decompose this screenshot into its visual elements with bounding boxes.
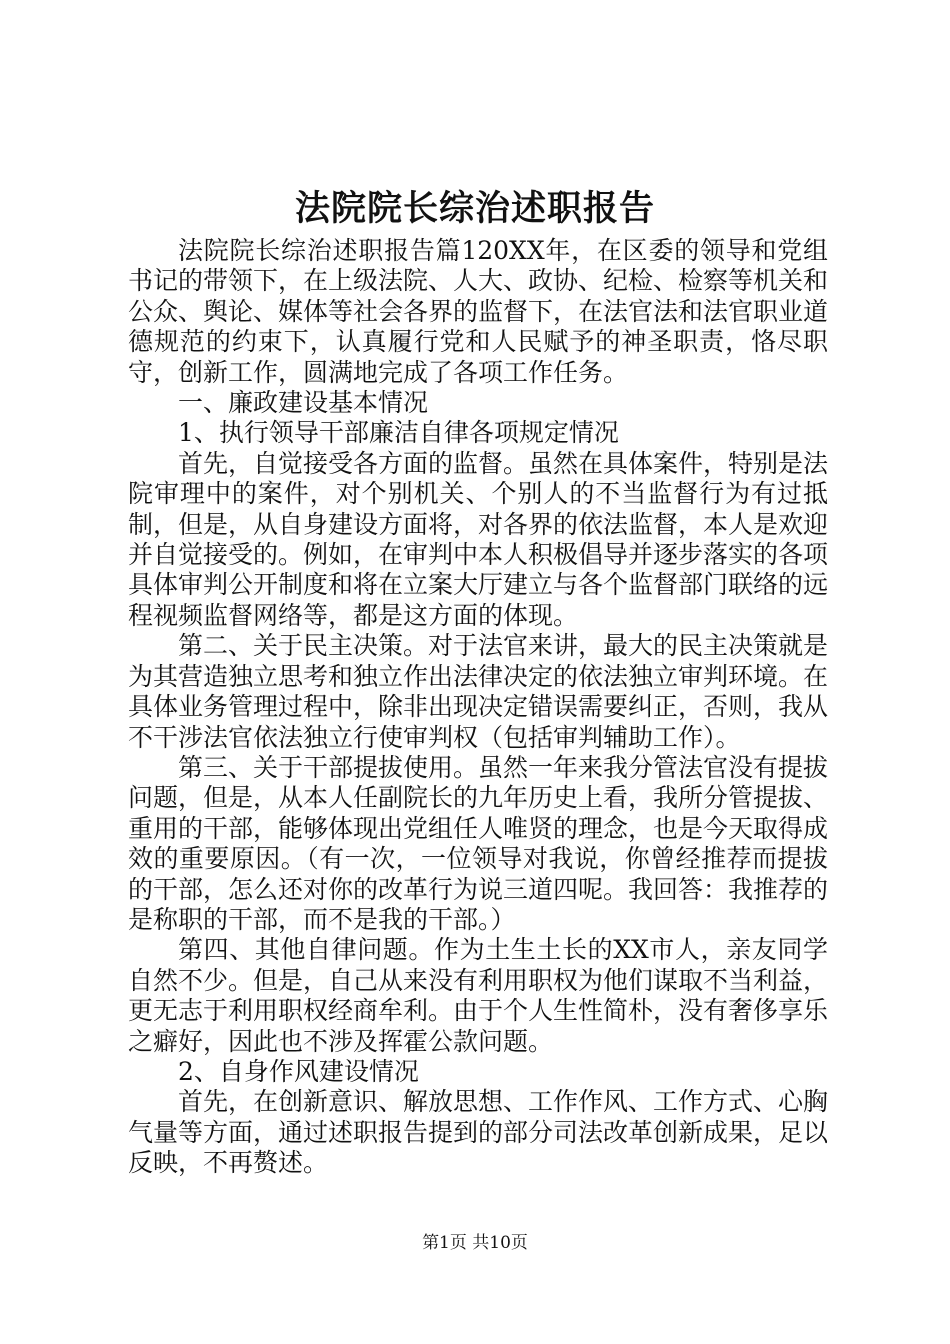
subsection-heading-1: 1、执行领导干部廉洁自律各项规定情况 [178, 418, 619, 448]
paragraph-supervision: 首先，自觉接受各方面的监督。虽然在具体案件，特别是法院审理中的案件，对个别机关、个别人的不当监督行为有过抵制，但是，从自身建设方面将，对各界的依法监督，本人是欢迎并自觉接受的。例如，在审判中本人积极倡导并逐步落实的各项具体审判公开制度和将在立案大厅建立与各个监督部门联络的远程视频监督网络等，都是这方面的体现。 [128, 448, 829, 630]
paragraph-cadre-promotion: 第三、关于干部提拔使用。虽然一年来我分管法官没有提拔问题，但是，从本人任副院长的九年历史上看，我所分管提拔、重用的干部，能够体现出党组任人唯贤的理念，也是今天取得成效的重要原因。（有一次，一位领导对我说，你曾经推荐而提拔的干部，怎么还对你的改革行为说三道四呢。我回答：我推荐的是称职的干部，而不是我的干部。） [128, 752, 829, 934]
page-footer: 第1页 共10页 [422, 1233, 528, 1253]
document-body [128, 236, 828, 1179]
paragraph-intro: 法院院长综治述职报告篇120XX年，在区委的领导和党组书记的带领下，在上级法院、人大、政协、纪检、检察等机关和公众、舆论、媒体等社会各界的监督下，在法官法和法官职业道德规范的约束下，认真履行党和人民赋予的神圣职责，恪尽职守，创新工作，圆满地完成了各项工作任务。 [128, 236, 829, 387]
section-heading-1: 一、廉政建设基本情况 [178, 388, 429, 418]
page-title: 法院院长综治述职报告 [294, 188, 655, 229]
paragraph-self-discipline: 第四、其他自律问题。作为土生土长的XX市人，亲友同学自然不少。但是，自己从来没有利用职权为他们谋取不当利益，更无志于利用职权经商牟利。由于个人生性简朴，没有奢侈享乐之癖好，因此也不涉及挥霍公款问题。 [128, 935, 829, 1056]
subsection-heading-2: 2、自身作风建设情况 [178, 1056, 419, 1086]
paragraph-democratic-decision: 第二、关于民主决策。对于法官来讲，最大的民主决策就是为其营造独立思考和独立作出法律决定的依法独立审判环境。在具体业务管理过程中，除非出现决定错误需要纠正，否则，我从不干涉法官依法独立行使审判权（包括审判辅助工作）。 [128, 631, 829, 752]
paragraph-work-style: 首先，在创新意识、解放思想、工作作风、工作方式、心胸气量等方面，通过述职报告提到的部分司法改革创新成果，足以反映，不再赘述。 [128, 1087, 829, 1178]
